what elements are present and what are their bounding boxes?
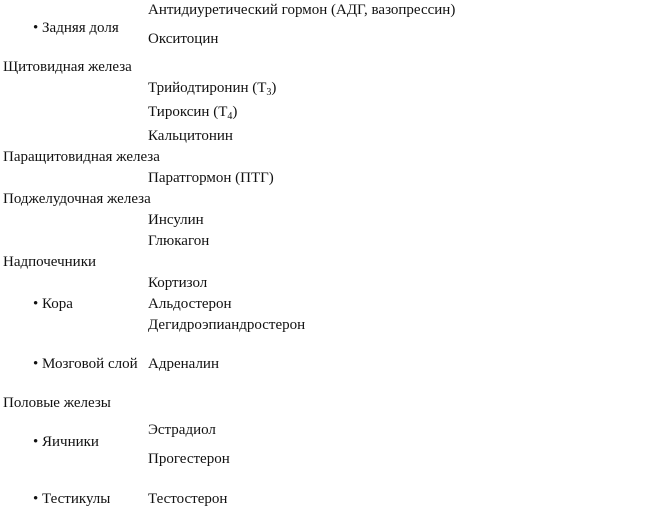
subgland-testes <box>33 490 110 508</box>
hormone-pth: Паратгормон (ПТГ) <box>148 170 274 186</box>
hormone-dhea: Дегидроэпиандростерон <box>148 317 306 333</box>
subgland-label: Яичники <box>42 434 99 450</box>
subgland-label: Тестикулы <box>42 491 111 507</box>
bullet: • <box>33 434 39 450</box>
subgland-ovaries <box>33 433 99 451</box>
hormone-aldosterone: Альдостерон <box>148 296 232 312</box>
hormone-adrenaline: Адреналин <box>148 356 219 372</box>
hormone-label: Трийодтиронин (Т <box>148 80 267 96</box>
hormone-calcitonin: Кальцитонин <box>148 128 233 144</box>
hormone-t4 <box>148 103 237 121</box>
subgland-label: Мозговой слой <box>42 356 138 372</box>
paren: ) <box>232 104 238 120</box>
hormone-progesterone: Прогестерон <box>148 451 230 467</box>
subgland-medulla <box>33 355 138 373</box>
subgland-label: Задняя доля <box>42 20 119 36</box>
subgland-label: Кора <box>42 296 73 312</box>
gland-gonads: Половые железы <box>3 395 111 411</box>
gland-pancreas: Поджелудочная железа <box>3 191 151 207</box>
bullet: • <box>33 491 39 507</box>
hormone-t3 <box>148 79 276 97</box>
gland-thyroid: Щитовидная железа <box>3 59 132 75</box>
hormone-testosterone: Тестостерон <box>148 491 228 507</box>
subscript: 3 <box>266 87 272 98</box>
subgland-cortex <box>33 295 73 313</box>
gland-adrenals: Надпочечники <box>3 254 97 270</box>
hormone-label: Тироксин (Т <box>148 104 228 120</box>
bullet: • <box>33 296 39 312</box>
hormone-estradiol: Эстрадиол <box>148 422 216 438</box>
hormone-insulin: Инсулин <box>148 212 204 228</box>
hormone-cortisol: Кортизол <box>148 275 208 291</box>
subgland-posterior-lobe <box>33 19 119 37</box>
subscript: 4 <box>227 111 233 122</box>
hormone-oxytocin: Окситоцин <box>148 31 219 47</box>
bullet: • <box>33 20 39 36</box>
hormone-adh: Антидиуретический гормон (АДГ, вазопрессин) <box>148 2 456 18</box>
paren: ) <box>271 80 277 96</box>
bullet: • <box>33 356 39 372</box>
hormone-glucagon: Глюкагон <box>148 233 210 249</box>
gland-parathyroid: Паращитовидная железа <box>3 149 160 165</box>
